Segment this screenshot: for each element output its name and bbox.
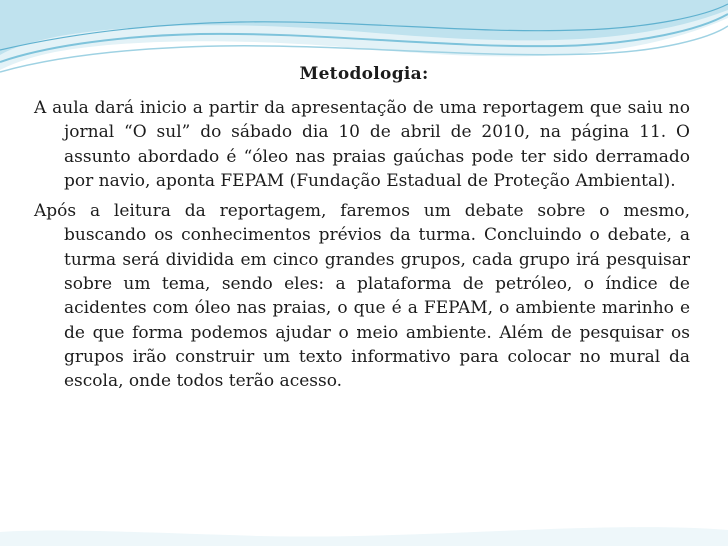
paragraph-activities: Após a leitura da reportagem, faremos um debate sobre o mesmo, buscando os conhecimentos prévios da turma. Concluindo o debate, a turma será dividida em cinco grandes grupos, cada grupo irá pesquisar sobre um tema, sendo eles: a plataforma de petróleo, o índice de acidentes com óleo nas praias, o que é a FEPAM, o ambiente marinho e de que forma podemos ajudar o meio ambiente. Além de pesquisar os grupos irão construir um texto informativo para colocar no mural da escola, onde todos terão acesso. (34, 201, 690, 392)
slide-body (34, 96, 690, 400)
slide-title: Metodologia: (299, 64, 429, 84)
paragraph-introduction: A aula dará inicio a partir da apresentação de uma reportagem que saiu no jornal “O sul” do sábado dia 10 de abril de 2010, na página 11. O assunto abordado é “óleo nas praias gaúchas pode ter sido derramado por navio, aponta FEPAM (Fundação Estadual de Proteção Ambiental). (34, 98, 690, 191)
wave-bottom-band (0, 527, 728, 546)
